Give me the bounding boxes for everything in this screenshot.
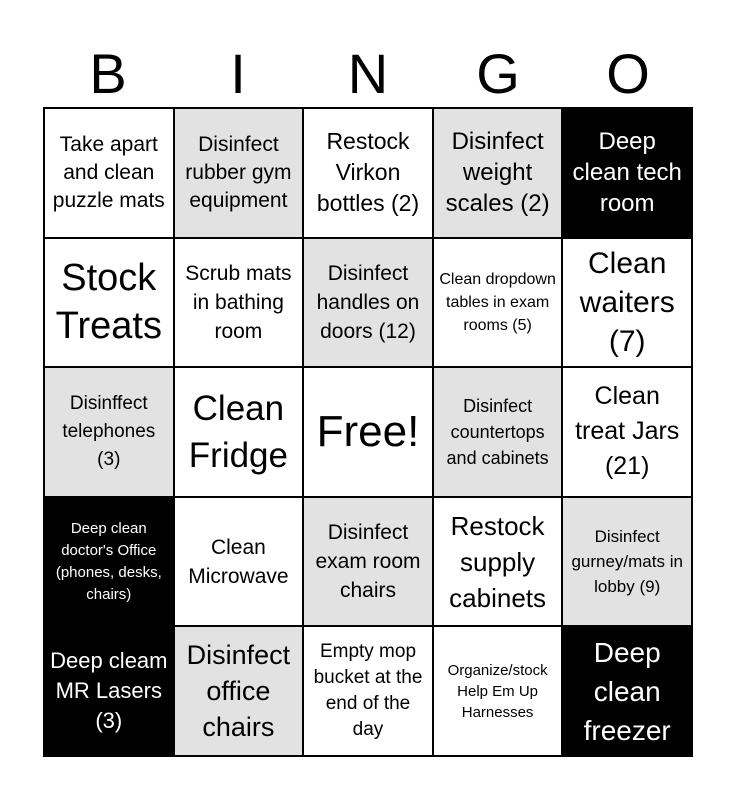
- bingo-cell[interactable]: [174, 497, 304, 627]
- bingo-cell[interactable]: [562, 367, 692, 497]
- bingo-cell-text: Empty mop bucket at the end of the day: [313, 641, 423, 741]
- header-letter-g: G: [476, 42, 520, 105]
- bingo-cell[interactable]: [562, 238, 692, 368]
- bingo-cell[interactable]: [44, 238, 174, 368]
- bingo-cell[interactable]: [303, 108, 433, 238]
- bingo-cell-text: Disinfect rubber gym equipment: [185, 132, 292, 212]
- bingo-cell-text: Deep cleam MR Lasers (3): [50, 648, 168, 734]
- header-letter-i: I: [230, 42, 246, 105]
- bingo-cell-text: Restock Virkon bottles (2): [316, 128, 420, 217]
- bingo-cell[interactable]: [433, 238, 563, 368]
- bingo-cell[interactable]: [174, 367, 304, 497]
- bingo-cell[interactable]: [562, 497, 692, 627]
- bingo-cell[interactable]: [44, 497, 174, 627]
- header-letter-b: B: [89, 42, 127, 105]
- bingo-cell-text: Deep clean tech room: [572, 128, 682, 218]
- bingo-cell-text: Clean dropdown tables in exam rooms (5): [439, 270, 556, 334]
- bingo-cell-text: Scrub mats in bathing room: [185, 261, 292, 343]
- bingo-cell-text: Clean Microwave: [188, 535, 289, 588]
- bingo-cell-text: Disinfect exam room chairs: [315, 521, 421, 603]
- bingo-cell-text: Disinfect weight scales (2): [445, 128, 550, 218]
- bingo-board: [43, 107, 693, 757]
- bingo-cell[interactable]: [303, 626, 433, 756]
- bingo-cell-text: Deep clean freezer: [583, 636, 671, 746]
- bingo-cell[interactable]: [562, 108, 692, 238]
- bingo-cell[interactable]: [433, 367, 563, 497]
- bingo-cell[interactable]: [433, 108, 563, 238]
- bingo-cell[interactable]: [174, 626, 304, 756]
- header-letter-o: O: [606, 42, 650, 105]
- bingo-cell-text: Disinfect countertops and cabinets: [446, 395, 549, 468]
- bingo-cell-text: Disinfect gurney/mats in lobby (9): [571, 527, 683, 597]
- header-letter-n: N: [347, 42, 389, 105]
- bingo-cell[interactable]: [433, 497, 563, 627]
- bingo-cell[interactable]: [303, 238, 433, 368]
- bingo-cell-text: Clean waiters (7): [579, 246, 675, 358]
- bingo-cell-text: Disinfect handles on doors (12): [316, 261, 420, 343]
- bingo-cell[interactable]: [174, 238, 304, 368]
- bingo-cell[interactable]: [44, 108, 174, 238]
- bingo-cell[interactable]: [44, 367, 174, 497]
- bingo-cell[interactable]: [562, 626, 692, 756]
- bingo-cell-text: Disinffect telephones (3): [62, 392, 156, 470]
- bingo-cell-text: Clean treat Jars (21): [575, 382, 680, 481]
- bingo-cell[interactable]: [44, 626, 174, 756]
- bingo-cell[interactable]: [303, 497, 433, 627]
- bingo-cell[interactable]: [303, 367, 433, 497]
- bingo-cell-text: Free!: [316, 406, 420, 456]
- bingo-header: [43, 40, 693, 108]
- bingo-cell-text: Restock supply cabinets: [449, 510, 547, 613]
- bingo-cell[interactable]: [433, 626, 563, 756]
- bingo-cell-text: Stock Treats: [55, 257, 162, 348]
- bingo-cell-text: Deep clean doctor's Office (phones, desks, chairs): [55, 519, 162, 603]
- bingo-cell-text: Take apart and clean puzzle mats: [52, 132, 165, 212]
- bingo-cell-text: Clean Fridge: [188, 388, 288, 475]
- bingo-cell-text: Organize/stock Help Em Up Harnesses: [447, 661, 548, 721]
- bingo-cell-text: Disinfect office chairs: [186, 640, 291, 743]
- bingo-cell[interactable]: [174, 108, 304, 238]
